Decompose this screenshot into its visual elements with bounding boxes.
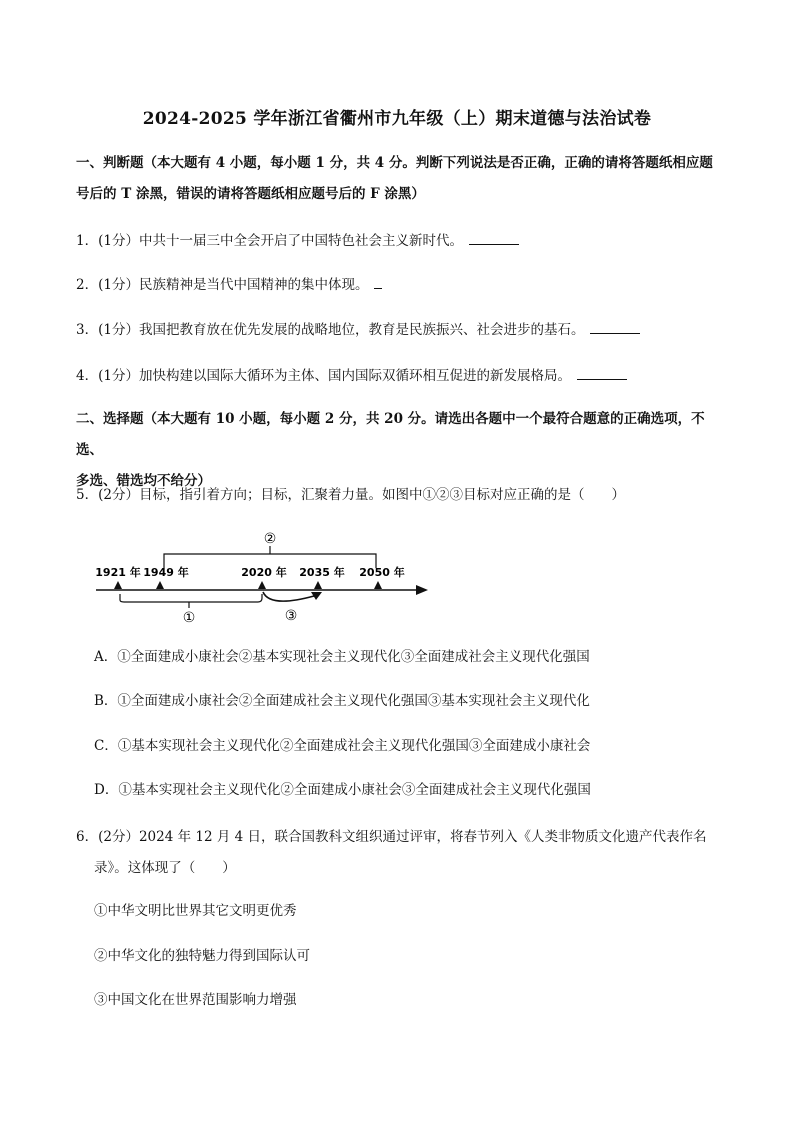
question-3-text: 3．(1分）我国把教育放在优先发展的战略地位，教育是民族振兴、社会进步的基石。 <box>76 322 585 338</box>
question-6-stem <box>76 822 726 884</box>
option-b[interactable]: B．①全面建成小康社会②全面建成社会主义现代化强国③基本实现社会主义现代化 <box>94 693 590 709</box>
mark-3: ③ <box>284 608 298 624</box>
question-2 <box>76 270 726 301</box>
question-3 <box>76 315 726 346</box>
section-1-line-1: 一、判断题（本大题有 4 小题，每小题 1 分，共 4 分。判断下列说法是否正确，正确的请将答题纸相应题 <box>76 155 713 171</box>
marker-1949 <box>156 581 164 589</box>
option-a[interactable]: A．①全面建成小康社会②基本实现社会主义现代化③全面建成社会主义现代化强国 <box>94 649 590 665</box>
year-1949: 1949 年 <box>143 566 189 579</box>
answer-blank-4[interactable] <box>577 365 627 380</box>
question-4 <box>76 361 726 392</box>
brace-1 <box>120 594 262 602</box>
q6-item-3: ③中国文化在世界范围影响力增强 <box>94 992 297 1008</box>
answer-blank-1[interactable] <box>469 230 519 245</box>
question-5-stem: 5．(2分）目标，指引着方向；目标，汇聚着力量。如图中①②③目标对应正确的是（ ） <box>76 487 625 503</box>
marker-2035 <box>314 581 322 589</box>
section-1-header <box>76 148 726 210</box>
section-2-line-2: 多选、错选均不给分） <box>76 473 211 489</box>
q6-item-2: ②中华文化的独特魅力得到国际认可 <box>94 948 310 964</box>
question-2-text: 2．(1分）民族精神是当代中国精神的集中体现。 <box>76 277 369 293</box>
section-1-line-2: 号后的 T 涂黑，错误的请将答题纸相应题号后的 F 涂黑） <box>76 186 425 202</box>
timeline-diagram <box>92 524 432 628</box>
answer-blank-2[interactable] <box>374 274 382 289</box>
q6-item-1: ①中华文明比世界其它文明更优秀 <box>94 903 297 919</box>
answer-blank-3[interactable] <box>590 319 640 334</box>
axis-arrow <box>416 585 428 595</box>
year-1921: 1921 年 <box>95 566 141 579</box>
mark-1: ① <box>182 610 196 626</box>
page-title: 2024-2025 学年浙江省衢州市九年级（上）期末道德与法治试卷 <box>142 109 652 129</box>
question-6-line-2: 录》。这体现了（ ） <box>94 860 236 876</box>
question-1 <box>76 226 726 257</box>
mark-2: ② <box>263 531 277 547</box>
marker-1921 <box>114 581 122 589</box>
marker-2050 <box>374 581 382 589</box>
arrow-3 <box>263 592 314 601</box>
year-2020: 2020 年 <box>241 566 287 579</box>
year-2035: 2035 年 <box>299 566 345 579</box>
marker-2020 <box>258 581 266 589</box>
question-6-line-1: 6．(2分）2024 年 12 月 4 日，联合国教科文组织通过评审，将春节列入《人类非物质文化遗产代表作名 <box>76 829 707 845</box>
option-d[interactable]: D．①基本实现社会主义现代化②全面建成小康社会③全面建成社会主义现代化强国 <box>94 782 591 798</box>
year-2050: 2050 年 <box>359 566 405 579</box>
option-c[interactable]: C．①基本实现社会主义现代化②全面建成社会主义现代化强国③全面建成小康社会 <box>94 738 591 754</box>
question-4-text: 4．(1分）加快构建以国际大循环为主体、国内国际双循环相互促进的新发展格局。 <box>76 368 571 384</box>
section-2-line-1: 二、选择题（本大题有 10 小题，每小题 2 分，共 20 分。请选出各题中一个最符合题意的正确选项，不选、 <box>76 411 705 458</box>
question-1-text: 1．(1分）中共十一届三中全会开启了中国特色社会主义新时代。 <box>76 233 463 249</box>
